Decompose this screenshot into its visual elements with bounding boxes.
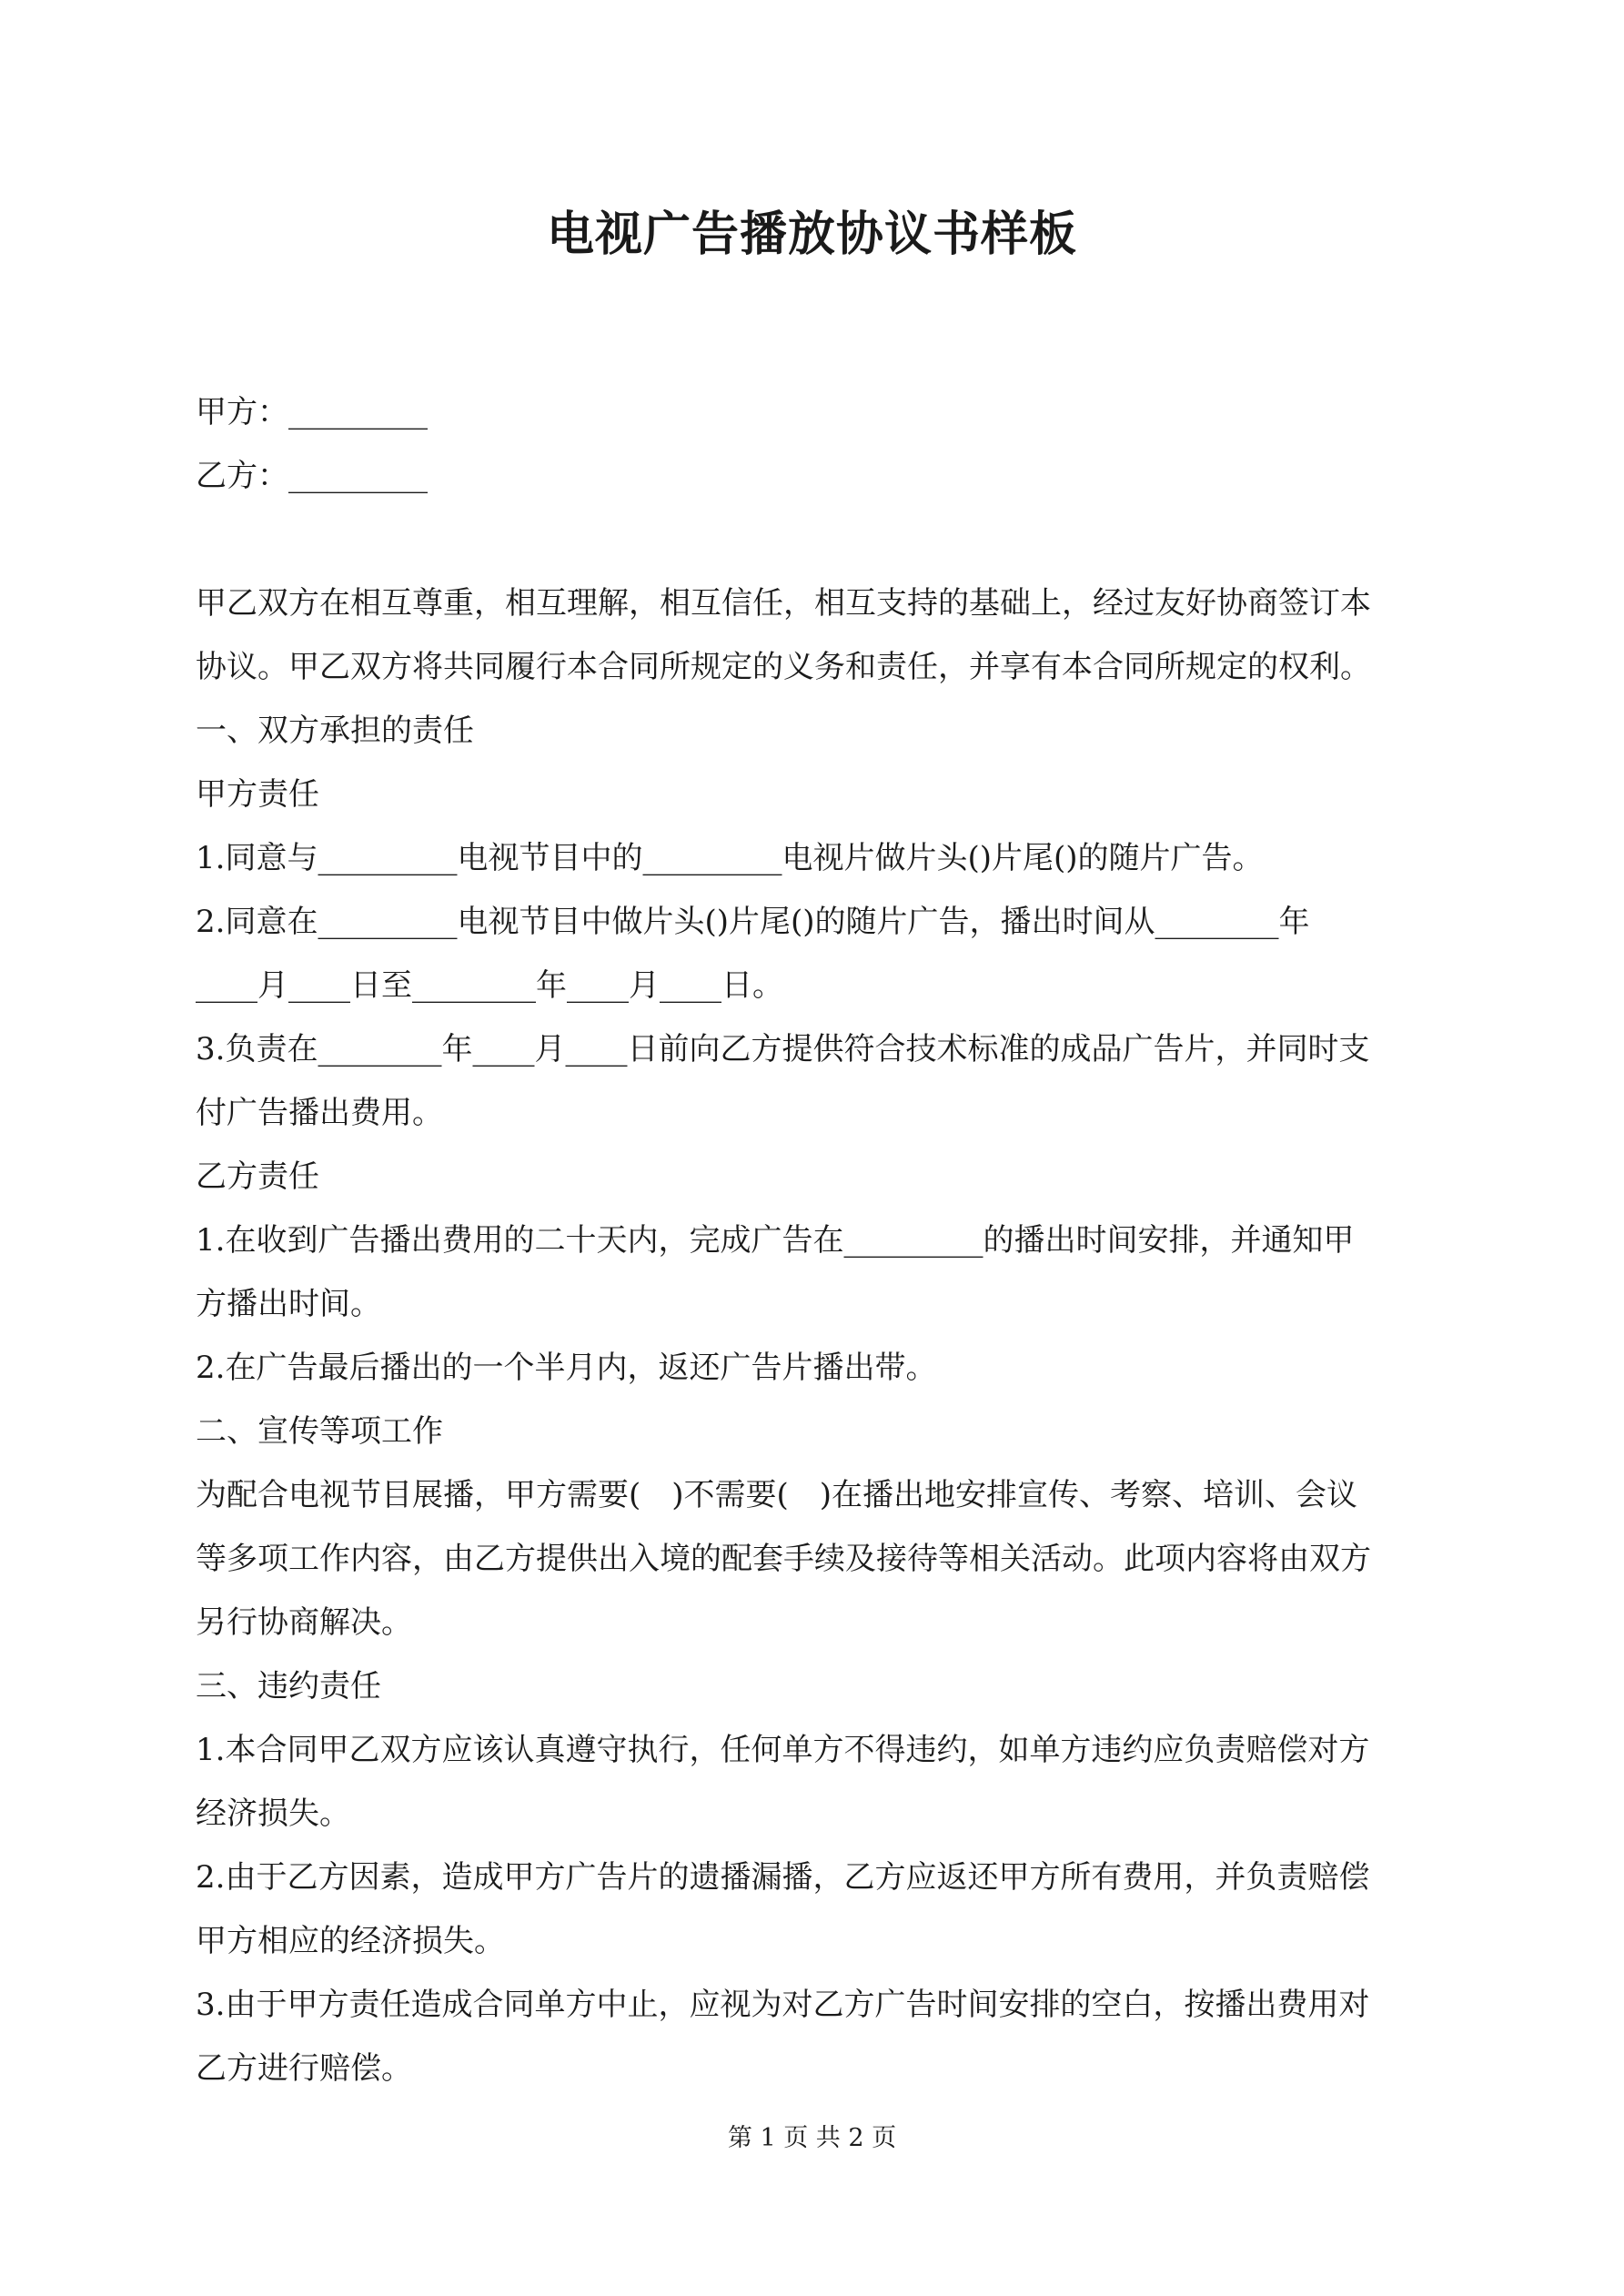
- section-heading: 二、宣传等项工作: [196, 1413, 443, 1450]
- page-number-footer: 第 1 页 共 2 页: [727, 2124, 897, 2152]
- subsection-heading: 乙方责任: [196, 1158, 319, 1195]
- clause-line: 甲方相应的经济损失。: [196, 1923, 505, 1959]
- clause-line: 1.本合同甲乙双方应该认真遵守执行，任何单方不得违约，如单方违约应负责赔偿对方: [196, 1732, 1370, 1768]
- clause-line: 经济损失。: [196, 1795, 350, 1832]
- section-heading: 一、双方承担的责任: [196, 713, 474, 749]
- document-title: 电视广告播放协议书样板: [546, 207, 1077, 262]
- document-body: [196, 380, 1442, 2100]
- clause-line: 另行协商解决。: [196, 1604, 412, 1641]
- party-a-line: 甲方：_________: [196, 394, 428, 430]
- clause-line: 2.在广告最后播出的一个半月内，返还广告片播出带。: [196, 1350, 937, 1386]
- blank-line: [196, 508, 1442, 571]
- clause-line: 付广告播出费用。: [196, 1095, 443, 1131]
- clause-line: 2.同意在_________电视节目中做片头()片尾()的随片广告，播出时间从________年: [196, 904, 1310, 940]
- preamble-line: 甲乙双方在相互尊重，相互理解，相互信任，相互支持的基础上，经过友好协商签订本: [196, 585, 1371, 622]
- clause-line: 乙方进行赔偿。: [196, 2050, 412, 2087]
- preamble-line: 协议。甲乙双方将共同履行本合同所规定的义务和责任，并享有本合同所规定的权利。: [196, 649, 1371, 685]
- clause-line: ____月____日至________年____月____日。: [196, 967, 783, 1004]
- clause-line: 3.负责在________年____月____日前向乙方提供符合技术标准的成品广告片，并同时支: [196, 1031, 1370, 1067]
- clause-line: 等多项工作内容，由乙方提供出入境的配套手续及接待等相关活动。此项内容将由双方: [196, 1541, 1371, 1577]
- clause-line: 为配合电视节目展播，甲方需要( )不需要( )在播出地安排宣传、考察、培训、会议: [196, 1477, 1358, 1513]
- clause-line: 方播出时间。: [196, 1286, 381, 1322]
- clause-line: 3.由于甲方责任造成合同单方中止，应视为对乙方广告时间安排的空白，按播出费用对: [196, 1987, 1370, 2023]
- clause-line: 1.同意与_________电视节目中的_________电视片做片头()片尾()的随片广告。: [196, 840, 1264, 876]
- subsection-heading: 甲方责任: [196, 776, 319, 813]
- party-b-line: 乙方：_________: [196, 458, 428, 494]
- section-heading: 三、违约责任: [196, 1668, 381, 1704]
- clause-line: 1.在收到广告播出费用的二十天内，完成广告在_________的播出时间安排，并通知甲: [196, 1222, 1355, 1259]
- clause-line: 2.由于乙方因素，造成甲方广告片的遗播漏播，乙方应返还甲方所有费用，并负责赔偿: [196, 1859, 1370, 1896]
